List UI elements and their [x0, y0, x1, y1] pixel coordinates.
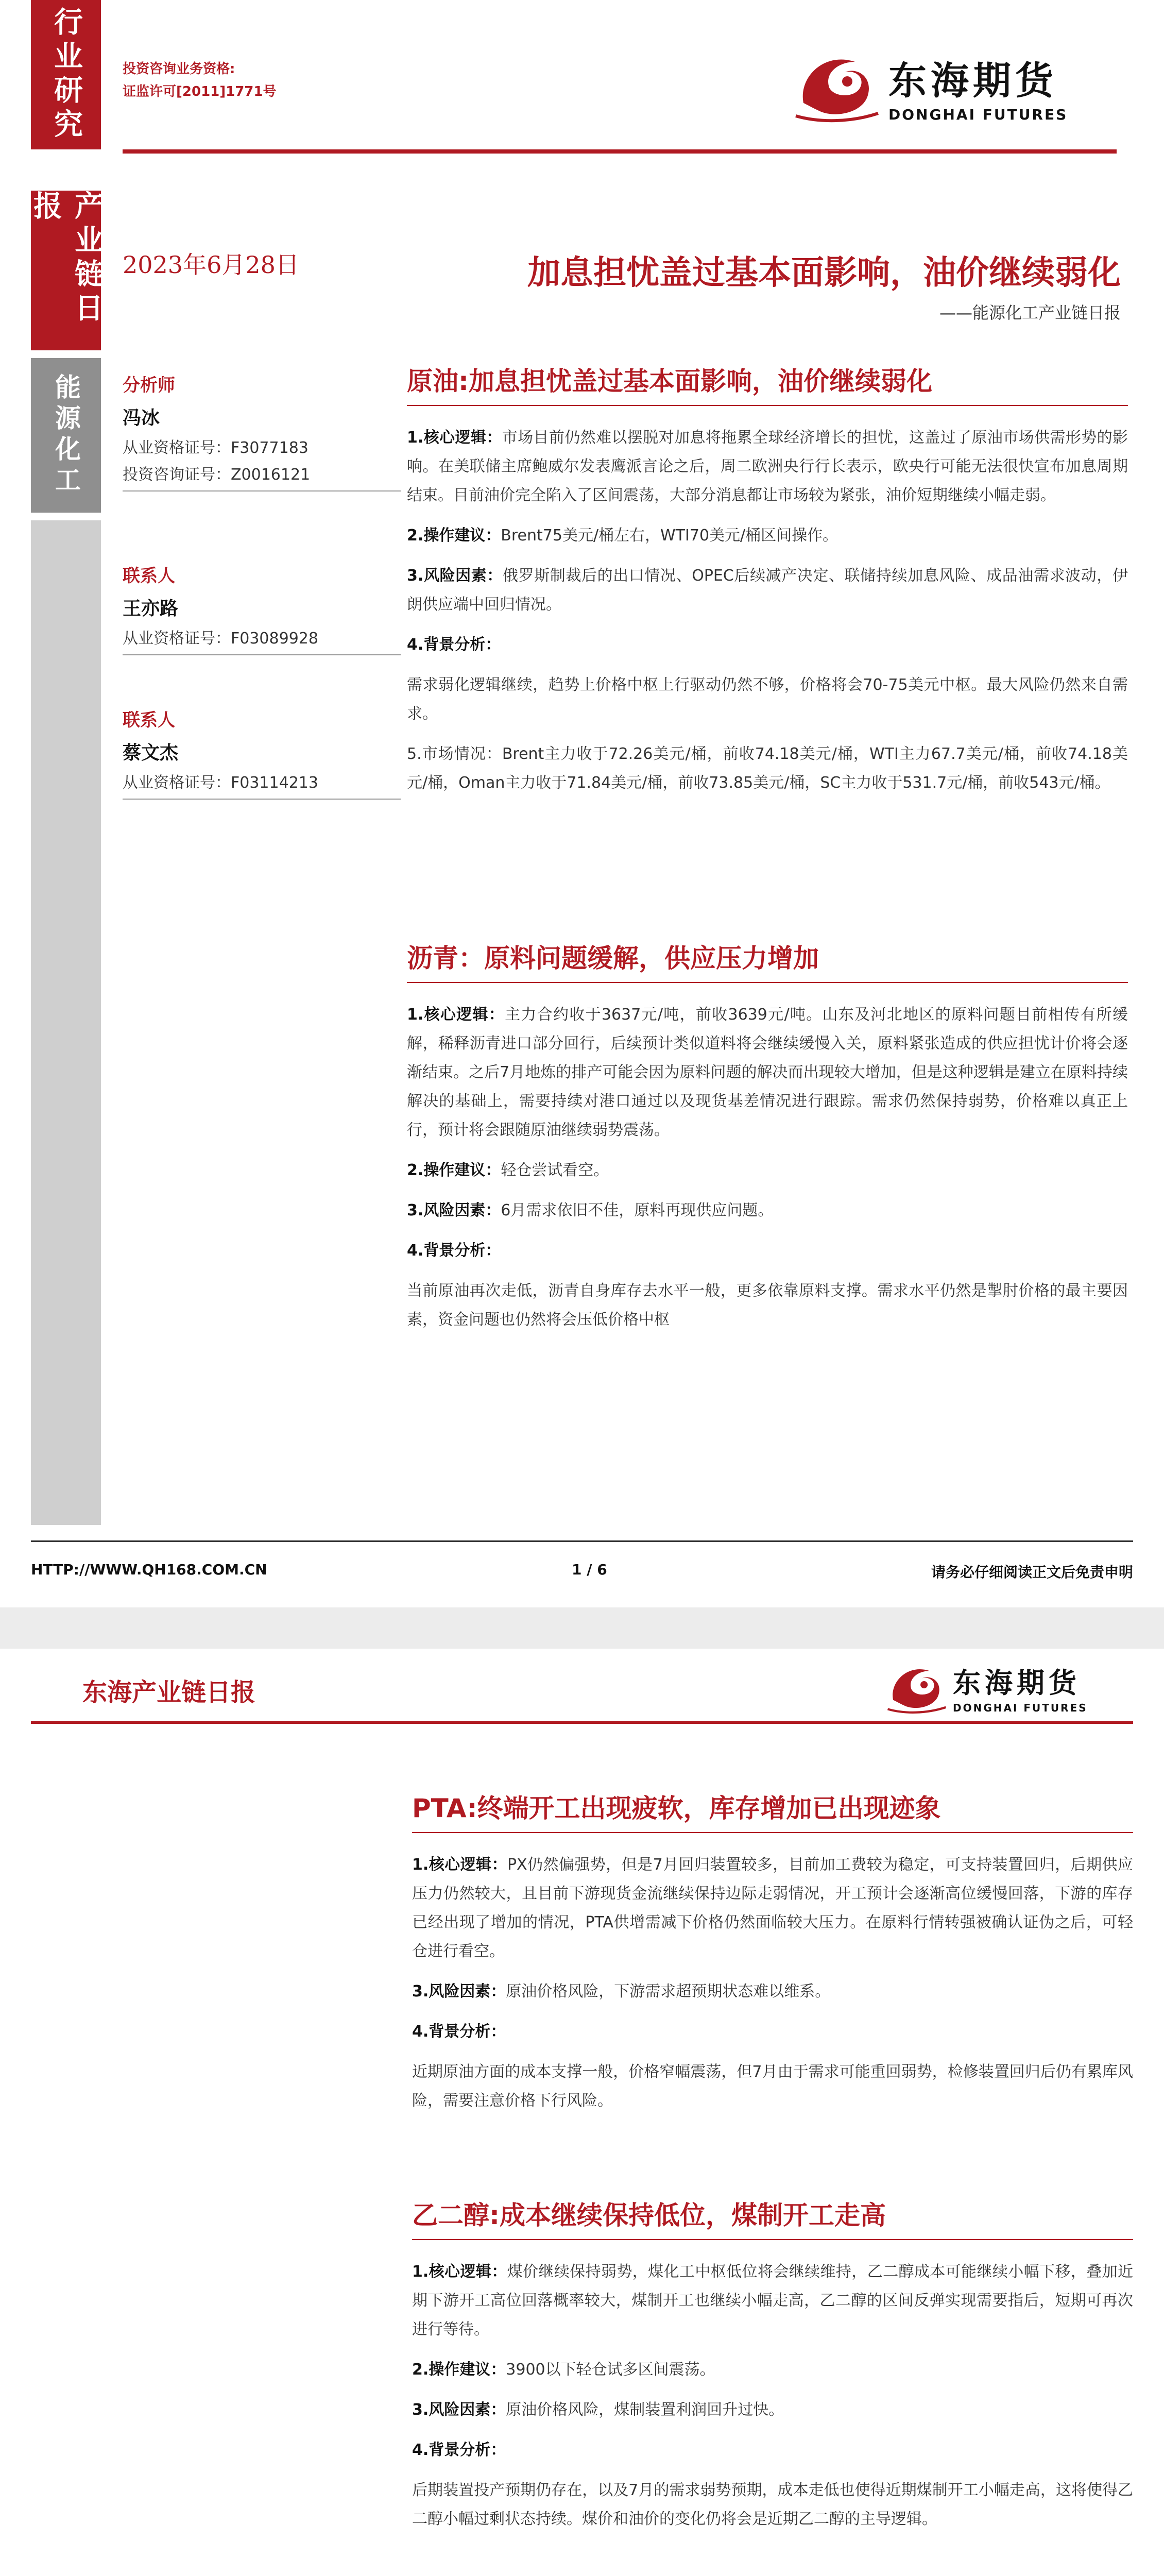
dragon-logo-icon: [793, 46, 881, 124]
asphalt-para-1: 当前原油再次走低，沥青自身库存去水平一般，更多依靠原料支撑。需求水平仍然是掣肘价格的最主要因素，资金问题也仍然将会压低价格中枢: [407, 1282, 1128, 1329]
category-tab: 行业研究: [31, 0, 101, 149]
logo-chinese-text: 东海期货: [953, 1667, 1081, 1699]
page-2: [0, 1649, 1164, 2576]
header-divider: [31, 1721, 1133, 1724]
contact-label: 联系人: [123, 710, 175, 731]
contact-label: 分析师: [123, 375, 175, 396]
section-meg: [412, 2195, 1133, 2545]
contact-name: 冯冰: [123, 408, 160, 429]
footer-divider: [31, 1540, 1133, 1542]
asphalt-item-4: 4.背景分析：: [407, 1242, 501, 1260]
header-divider: [123, 149, 1117, 154]
contact-qualification: 从业资格证号：F03114213: [123, 774, 318, 792]
section-title: 乙二醇:成本继续保持低位，煤制开工走高: [412, 2195, 1133, 2240]
contact-name: 蔡文杰: [123, 742, 179, 764]
report-date: 2023年6月28日: [123, 251, 299, 279]
license-line-1: 投资咨询业务资格:: [123, 61, 235, 77]
section-title: 沥青：原料问题缓解，供应压力增加: [407, 938, 1128, 983]
crude-para-1: 需求弱化逻辑继续，趋势上价格中枢上行驱动仍然不够，价格将会70-75美元中枢。最大风险仍然来自需求。: [407, 676, 1128, 723]
report-title: 加息担忧盖过基本面影响，油价继续弱化: [527, 254, 1121, 292]
contact-block-2: [123, 706, 401, 800]
contact-label: 联系人: [123, 566, 175, 586]
page-gap: [0, 1607, 1164, 1649]
page-number: 1 / 6: [572, 1561, 607, 1578]
section-title: 原油:加息担忧盖过基本面影响，油价继续弱化: [407, 361, 1128, 406]
meg-item-1: 1.核心逻辑：煤价继续保持弱势，煤化工中枢低位将会继续维持，乙二醇成本可能继续小幅下移，叠加近期下游开工高位回落概率较大，煤制开工也继续小幅走高，乙二醇的区间反弹实现需要指后，短期可再次进行等待。: [412, 2263, 1133, 2338]
crude-item-3: 3.风险因素：俄罗斯制裁后的出口情况、OPEC后续减产决定、联储持续加息风险、成品油需求波动，伊朗供应端中回归情况。: [407, 567, 1128, 614]
footer-disclaimer: 请务必仔细阅读正文后免责申明: [931, 1564, 1133, 1581]
logo-english-text: DONGHAI FUTURES: [953, 1702, 1088, 1714]
section-title: PTA:终端开工出现疲软，库存增加已出现迹象: [412, 1788, 1133, 1833]
crude-para-2: 5.市场情况：Brent主力收于72.26美元/桶，前收74.18美元/桶，WTI主力67.7美元/桶，前收74.18美元/桶，Oman主力收于71.84美元/桶，前收73.85美元/桶，SC主力收于531.7元/桶，前收543元/桶。: [407, 745, 1128, 792]
asphalt-item-2: 2.操作建议：轻仓尝试看空。: [407, 1161, 609, 1179]
contact-qualification: 投资咨询证号：Z0016121: [123, 466, 311, 484]
contact-block-1: [123, 562, 401, 655]
meg-item-3: 3.风险因素：原油价格风险，煤制装置利润回升过快。: [412, 2401, 784, 2419]
contact-qualification: 从业资格证号：F3077183: [123, 439, 309, 457]
crude-item-1: 1.核心逻辑：市场目前仍然难以摆脱对加息将拖累全球经济增长的担忧，这盖过了原油市场供需形势的影响。在美联储主席鲍威尔发表鹰派言论之后，周二欧洲央行行长表示，欧央行可能无法很快宣布加息周期结束。目前油价完全陷入了区间震荡，大部分消息都让市场较为紧张，油价短期继续小幅走弱。: [407, 429, 1128, 504]
section-crude: [407, 361, 1128, 809]
footer-url-link[interactable]: HTTP://WWW.QH168.COM.CN: [31, 1561, 267, 1578]
pta-item-4: 4.背景分析：: [412, 2023, 506, 2041]
dragon-logo-icon: [886, 1659, 948, 1716]
running-header-title: 东海产业链日报: [82, 1678, 256, 1707]
contact-qualification: 从业资格证号：F03089928: [123, 630, 318, 648]
crude-item-4: 4.背景分析：: [407, 636, 501, 654]
pta-item-1: 1.核心逻辑：PX仍然偏强势，但是7月回归装置较多，目前加工费较为稳定，可支持装置回归，后期供应压力仍然较大，且目前下游现货金流继续保持边际走弱情况，开工预计会逐渐高位缓慢回落，下游的库存已经出现了增加的情况，PTA供增需减下价格仍然面临较大压力。在原料行情转强被确认证伪之后，可轻仓进行看空。: [412, 1856, 1133, 1960]
meg-item-4: 4.背景分析：: [412, 2441, 506, 2459]
asphalt-item-1: 1.核心逻辑：主力合约收于3637元/吨，前收3639元/吨。山东及河北地区的原料问题目前相传有所缓解，稀释沥青进口部分回行，后续预计类似道料将会继续缓慢入关，原料紧张造成的供应担忧计价将会逐渐结束。之后7月地炼的排产可能会因为原料问题的解决而出现较大增加，但是这种逻辑是建立在原料持续解决的基础上，需要持续对港口通过以及现货基差情况进行跟踪。需求仍然保持弱势，价格难以真正上行，预计将会跟随原油继续弱势震荡。: [407, 1006, 1128, 1139]
report-type-tab: 产业链日报: [31, 191, 101, 350]
logo-english-text: DONGHAI FUTURES: [888, 106, 1068, 123]
report-subtitle: ——能源化工产业链日报: [939, 303, 1121, 323]
logo-chinese-text: 东海期货: [888, 59, 1057, 103]
meg-para-1: 后期装置投产预期仍存在，以及7月的需求弱势预期，成本走低也使得近期煤制开工小幅走高，这将使得乙二醇小幅过剩状态持续。煤价和油价的变化仍将会是近期乙二醇的主导逻辑。: [412, 2481, 1133, 2528]
crude-item-2: 2.操作建议：Brent75美元/桶左右，WTI70美元/桶区间操作。: [407, 527, 838, 545]
sidebar-panel: [31, 520, 101, 1525]
section-asphalt: [407, 938, 1128, 1346]
meg-item-2: 2.操作建议：3900以下轻仓试多区间震荡。: [412, 2361, 715, 2379]
section-pta: [412, 1788, 1133, 2127]
license-line-2: 证监许可[2011]1771号: [123, 84, 277, 99]
pta-para-1: 近期原油方面的成本支撑一般，价格窄幅震荡，但7月由于需求可能重回弱势，检修装置回归后仍有累库风险，需要注意价格下行风险。: [412, 2063, 1133, 2110]
asphalt-item-3: 3.风险因素：6月需求依旧不佳，原料再现供应问题。: [407, 1201, 774, 1219]
contact-name: 王亦路: [123, 598, 179, 619]
sector-tab: 能源化工: [31, 358, 101, 513]
footer: [31, 1561, 1133, 1597]
contact-block-analyst: [123, 371, 401, 492]
pta-item-3: 3.风险因素：原油价格风险，下游需求超预期状态难以维系。: [412, 1982, 831, 2001]
